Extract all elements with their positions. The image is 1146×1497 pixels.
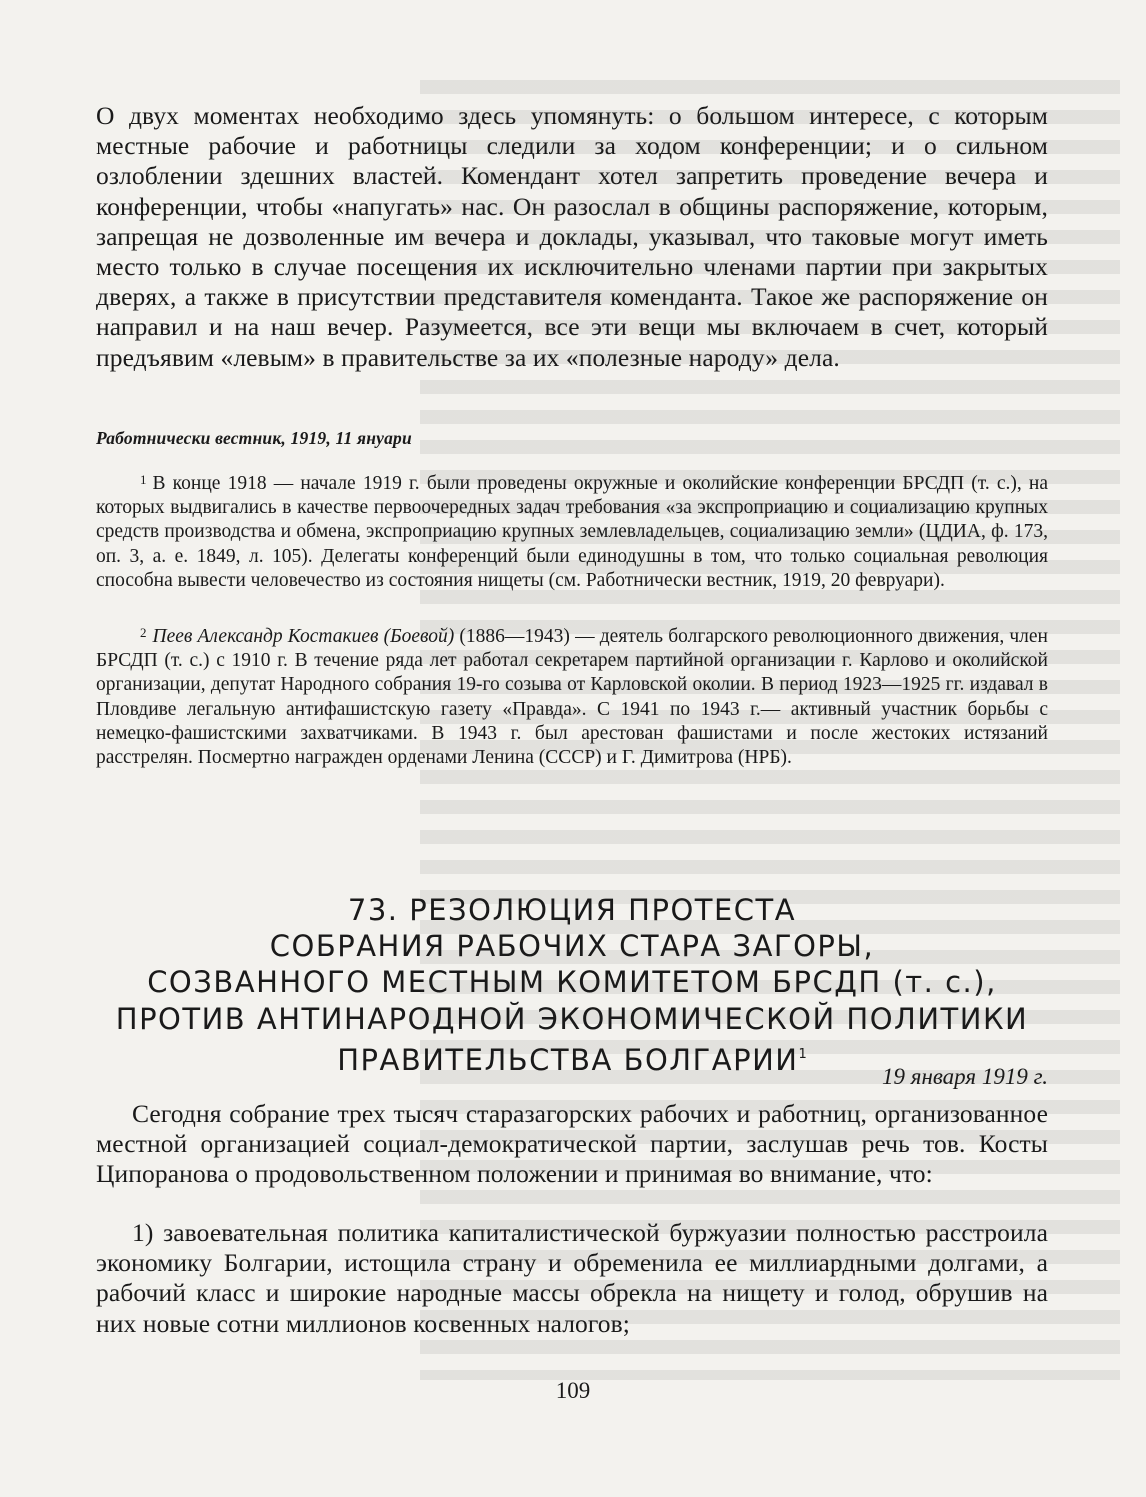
- resolution-item-1: 1) завоевательная политика капиталистической буржуазии полностью расстроила экономику Болгарии, истощила страну и обременила ее миллиардными долгами, а рабочий класс и широкие народные массы обрекла на нищету и голод, обрушив на них новые сотни миллионов косвенных налогов;: [96, 1218, 1048, 1338]
- source-citation: Работнически вестник, 1919, 11 януари: [96, 428, 412, 448]
- footnote-2-author: Пеев Александр Костакиев (Боевой): [152, 626, 455, 647]
- page-number: 109: [555, 1378, 591, 1403]
- document-title: [96, 892, 1048, 1078]
- title-line-3: СОЗВАННОГО МЕСТНЫМ КОМИТЕТОМ БРСДП (т. с.),: [147, 965, 997, 1000]
- resolution-intro: Сегодня собрание трех тысяч старазагорских рабочих и работниц, организованное местной организацией социал-демократической партии, заслушав речь тов. Косты Ципоранова о продовольственном положении и принимая во внимание, что:: [96, 1099, 1048, 1189]
- title-line-1: 73. РЕЗОЛЮЦИЯ ПРОТЕСТА: [347, 893, 797, 927]
- title-footnote-mark: 1: [798, 1046, 807, 1062]
- footnote-1-mark: 1: [140, 472, 147, 487]
- title-line-4: ПРОТИВ АНТИНАРОДНОЙ ЭКОНОМИЧЕСКОЙ ПОЛИТИКИ: [115, 1001, 1029, 1036]
- footnote-2-text: (1886—1943) — деятель болгарского революционного движения, член БРСДП (т. с.) с 1910 г. В течение ряда лет работал секретарем партийной организации г. Карлово и околийской организации, депутат Народного собрания 19-го созыва от Карловской околии. В период 1923—1925 гг. издавал в Пловдиве легальную антифашистскую газету «Правда». С 1941 по 1943 г.— активный участник борьбы с немецко-фашистскими захватчиками. В 1943 г. был арестован фашистами и после жестоких истязаний расстрелян. Посмертно награжден орденами Ленина (СССР) и Г. Димитрова (НРБ).: [96, 626, 1048, 769]
- document-date: 19 января 1919 г.: [882, 1064, 1048, 1089]
- title-line-2: СОБРАНИЯ РАБОЧИХ СТАРА ЗАГОРЫ,: [269, 929, 875, 964]
- footnote-1-text: В конце 1918 — начале 1919 г. были проведены окружные и околийские конференции БРСДП (т. с.), на которых выдвигались в качестве первоочередных задач требования «за экспроприацию и социализацию крупных средств производства и обмена, экспроприацию крупных землевладельцев, социализацию земли» (ЦДИА, ф. 173, оп. 3, а. е. 1849, л. 105). Делегаты конференций были единодушны в том, что только социальная революция способна вывести человечество из состояния нищеты (см. Работнически вестник, 1919, 20 февруари).: [96, 473, 1048, 591]
- title-line-5-text: ПРАВИТЕЛЬСТВА БОЛГАРИИ: [337, 1042, 799, 1077]
- intro-paragraph: О двух моментах необходимо здесь упомянуть: о большом интересе, с которым местные рабочие и работницы следили за ходом конференции; и о сильном озлоблении здешних властей. Комендант хотел запретить проведение вечера и конференции, чтобы «напугать» нас. Он разослал в общины распоряжение, которым, запрещая не дозволенные им вечера и доклады, указывал, что таковые могут иметь место только в случае посещения их исключительно членами партии при закрытых дверях, а также в присутствии представителя коменданта. Такое же распоряжение он направил и на наш вечер. Разумеется, все эти вещи мы включаем в счет, который предъявим «левым» в правительстве за их «полезные народу» дела.: [96, 101, 1048, 372]
- footnote-2-mark: 2: [140, 625, 147, 640]
- footnote-1: [96, 468, 1048, 593]
- footnote-2: [96, 621, 1048, 770]
